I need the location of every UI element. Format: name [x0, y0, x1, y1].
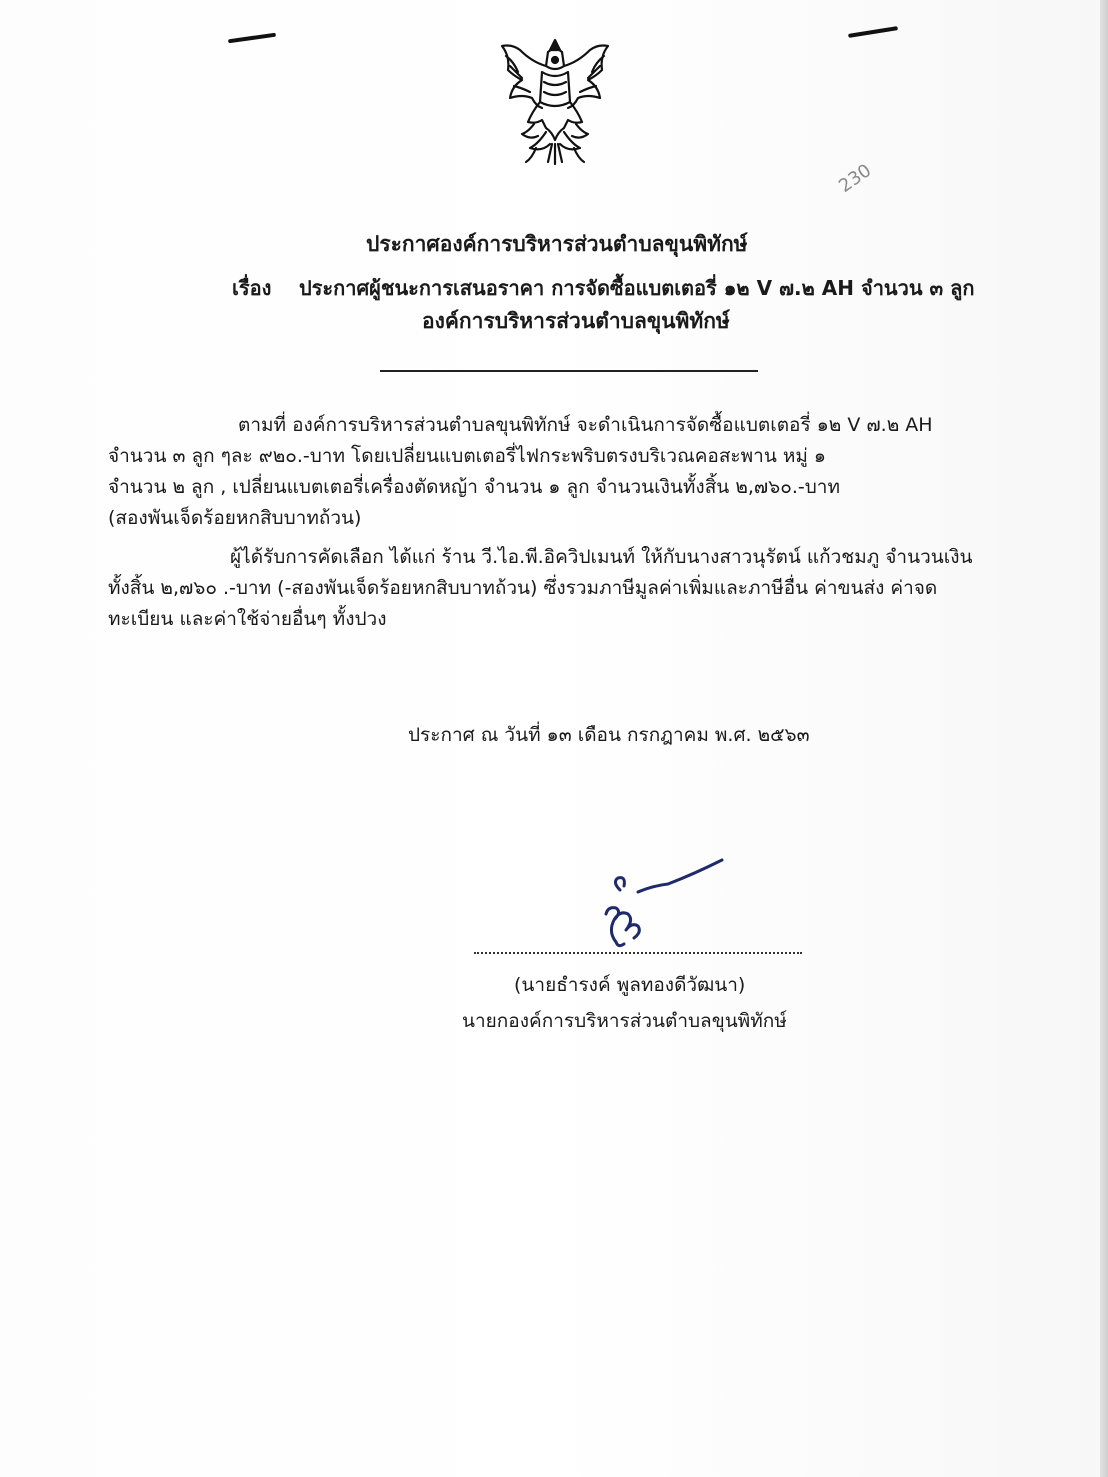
paragraph-line: ตามที่ องค์การบริหารส่วนตำบลขุนพิทักษ์ จะดำเนินการจัดซื้อแบตเตอรี่ ๑๒ V ๗.๒ AH: [238, 414, 933, 436]
paragraph-winner: [108, 542, 1016, 635]
subject-row: [232, 272, 974, 304]
handwritten-page-number: 230: [835, 160, 876, 197]
corner-mark-left: [228, 33, 276, 44]
handwritten-signature: [590, 852, 740, 952]
organization-line: องค์การบริหารส่วนตำบลขุนพิทักษ์: [422, 309, 730, 333]
paragraph-announcement: [108, 410, 1016, 534]
paragraph-line: จำนวน ๓ ลูก ๆละ ๙๒๐.-บาท โดยเปลี่ยนแบตเตอรี่ไฟกระพริบตรงบริเวณคอสะพาน หมู่ ๑: [108, 445, 826, 467]
signature-line: [474, 952, 802, 954]
page-edge: [1100, 0, 1108, 1477]
announcement-date: ประกาศ ณ วันที่ ๑๓ เดือน กรกฎาคม พ.ศ. ๒๕๖๓: [408, 724, 810, 746]
paragraph-line: ผู้ได้รับการคัดเลือก ได้แก่ ร้าน วี.ไอ.พี.อิควิปเมนท์ ให้กับนางสาวนุรัตน์ แก้วชมภู จำนวนเงิน: [230, 546, 973, 568]
document-title: ประกาศองค์การบริหารส่วนตำบลขุนพิทักษ์: [366, 232, 748, 256]
paragraph-line: จำนวน ๒ ลูก , เปลี่ยนแบตเตอรี่เครื่องตัดหญ้า จำนวน ๑ ลูก จำนวนเงินทั้งสิ้น ๒,๗๖๐.-บาท: [108, 476, 840, 498]
heading-rule: [380, 370, 758, 372]
paragraph-line: (สองพันเจ็ดร้อยหกสิบบาทถ้วน): [108, 507, 362, 529]
paragraph-line: ทะเบียน และค่าใช้จ่ายอื่นๆ ทั้งปวง: [108, 608, 387, 630]
subject-text: ประกาศผู้ชนะการเสนอราคา การจัดซื้อแบตเตอรี่ ๑๒ V ๗.๒ AH จำนวน ๓ ลูก: [298, 276, 975, 300]
signer-name: (นายธำรงค์ พูลทองดีวัฒนา): [514, 974, 746, 996]
paragraph-line: ทั้งสิ้น ๒,๗๖๐ .-บาท (-สองพันเจ็ดร้อยหกสิบบาทถ้วน) ซึ่งรวมภาษีมูลค่าเพิ่มและภาษีอื่น ค่าขนส่ง ค่าจด: [108, 577, 938, 599]
signer-position: นายกองค์การบริหารส่วนตำบลขุนพิทักษ์: [462, 1010, 787, 1032]
corner-mark-right: [848, 26, 898, 38]
garuda-emblem-icon: [492, 36, 618, 168]
subject-label: เรื่อง: [232, 276, 272, 300]
